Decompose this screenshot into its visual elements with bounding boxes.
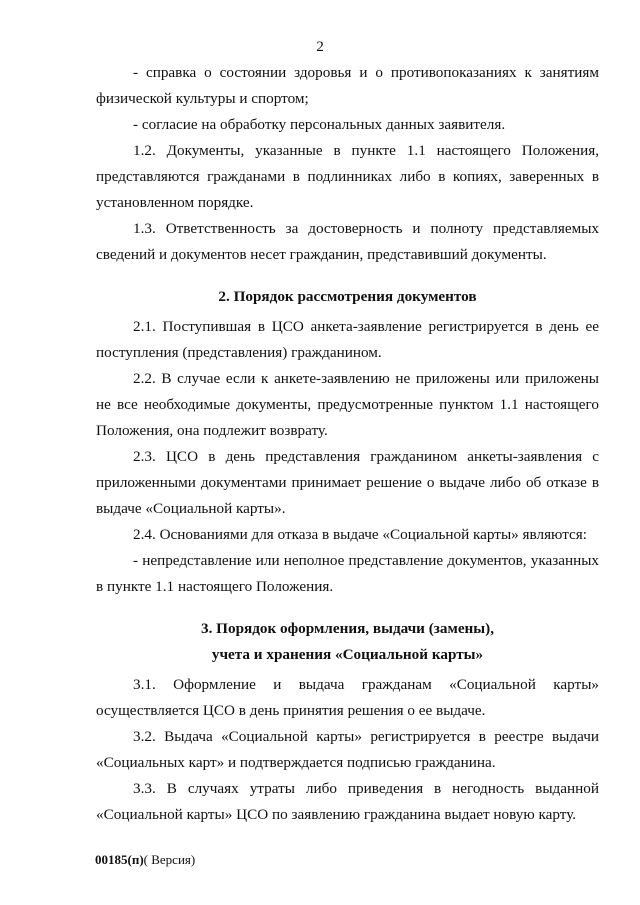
page-number: 2 [316,38,324,55]
paragraph-3-3: 3.3. В случаях утраты либо приведения в негодность выданной «Социальной карты» ЦСО по заявлению гражданина выдает новую карту. [96,780,599,823]
paragraph-1-2: 1.2. Документы, указанные в пункте 1.1 настоящего Положения, представляются гражданами в подлинниках либо в копиях, заверенных в установленном порядке. [96,142,599,211]
paragraph-2-2: 2.2. В случае если к анкете-заявлению не приложены или приложены не все необходимые документы, предусмотренные пунктом 1.1 настоящего Положения, она подлежит возврату. [96,370,599,439]
section-2-heading: 2. Порядок рассмотрения документов [218,288,477,305]
paragraph-2-1: 2.1. Поступившая в ЦСО анкета-заявление регистрируется в день ее поступления (представления) гражданином. [96,318,599,361]
paragraph-2-3: 2.3. ЦСО в день представления гражданином анкеты-заявления с приложенными документами принимает решение о выдаче либо об отказе в выдаче «Социальной карты». [96,448,599,517]
paragraph-3-2: 3.2. Выдача «Социальной карты» регистрируется в реестре выдачи «Социальных карт» и подтверждается подписью гражданина. [96,728,599,771]
paragraph-2-4: 2.4. Основаниями для отказа в выдаче «Социальной карты» являются: [133,526,587,543]
document-version: ( Версия) [143,852,196,867]
paragraph-health-certificate: - справка о состоянии здоровья и о противопоказаниях к занятиям физической культуры и спортом; [96,64,599,107]
section-3-heading-line-1: 3. Порядок оформления, выдачи (замены), [200,620,495,637]
paragraph-consent: - согласие на обработку персональных данных заявителя. [133,116,506,133]
paragraph-2-4-item: - непредставление или неполное представление документов, указанных в пункте 1.1 настоящего Положения. [96,552,599,595]
paragraph-3-1: 3.1. Оформление и выдача гражданам «Социальной карты» осуществляется ЦСО в день принятия решения о ее выдаче. [96,676,599,719]
document-code: 00185(п) [95,852,144,867]
section-3-heading-line-2: учета и хранения «Социальной карты» [211,646,484,663]
document-body [96,60,599,828]
footer-code [95,852,195,868]
paragraph-1-3: 1.3. Ответственность за достоверность и полноту представляемых сведений и документов несет гражданин, представивший документы. [96,220,599,263]
